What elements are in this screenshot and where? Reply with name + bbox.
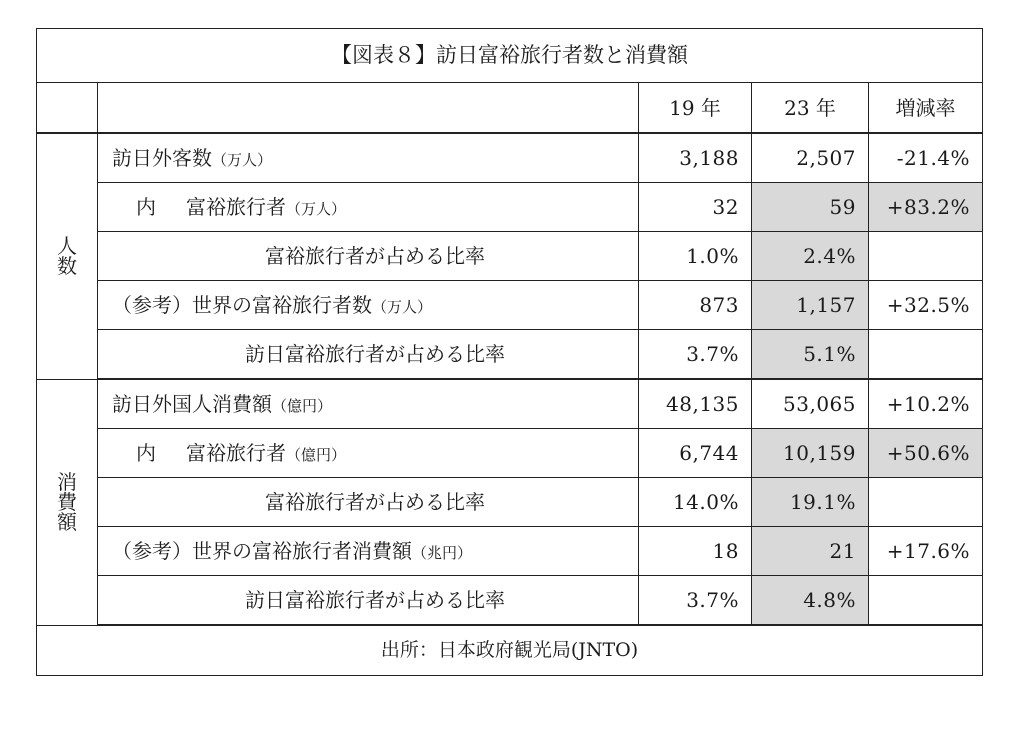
group-label-spending: 消 費 額	[37, 379, 98, 625]
table-row	[37, 232, 983, 281]
value-change	[869, 232, 983, 281]
value-19: 6,744	[639, 429, 752, 478]
value-23: 2,507	[752, 133, 869, 183]
source-note: 出所：日本政府観光局(JNTO)	[37, 625, 983, 676]
row-label: 富裕旅行者が占める比率	[98, 232, 639, 281]
row-label: 訪日外客数（万人）	[98, 133, 639, 183]
value-23: 4.8%	[752, 576, 869, 626]
value-23: 5.1%	[752, 330, 869, 380]
row-label: （参考）世界の富裕旅行者消費額（兆円）	[98, 527, 639, 576]
value-19: 1.0%	[639, 232, 752, 281]
value-change: +17.6%	[869, 527, 983, 576]
value-change: +10.2%	[869, 379, 983, 429]
table-row	[37, 330, 983, 380]
table-row	[37, 281, 983, 330]
value-23: 19.1%	[752, 478, 869, 527]
value-19: 3,188	[639, 133, 752, 183]
value-23: 59	[752, 183, 869, 232]
header-19: 19 年	[639, 83, 752, 134]
value-19: 14.0%	[639, 478, 752, 527]
data-table	[36, 28, 983, 676]
table-row	[37, 183, 983, 232]
value-23: 21	[752, 527, 869, 576]
value-19: 48,135	[639, 379, 752, 429]
group-label-people: 人 数	[37, 133, 98, 379]
value-23: 2.4%	[752, 232, 869, 281]
row-label: 内 富裕旅行者（万人）	[98, 183, 639, 232]
row-label: （参考）世界の富裕旅行者数（万人）	[98, 281, 639, 330]
header-23: 23 年	[752, 83, 869, 134]
row-label: 訪日外国人消費額（億円）	[98, 379, 639, 429]
value-19: 3.7%	[639, 330, 752, 380]
row-label: 富裕旅行者が占める比率	[98, 478, 639, 527]
value-19: 3.7%	[639, 576, 752, 626]
title-row	[37, 29, 983, 83]
table-row	[37, 576, 983, 626]
value-change	[869, 576, 983, 626]
source-row	[37, 625, 983, 676]
value-change	[869, 478, 983, 527]
table-row	[37, 429, 983, 478]
value-23: 53,065	[752, 379, 869, 429]
table-row	[37, 527, 983, 576]
value-change: +50.6%	[869, 429, 983, 478]
value-19: 873	[639, 281, 752, 330]
table-row	[37, 133, 983, 183]
header-row	[37, 83, 983, 134]
table-row	[37, 379, 983, 429]
header-change: 増減率	[869, 83, 983, 134]
value-change: +32.5%	[869, 281, 983, 330]
table-row	[37, 478, 983, 527]
value-change	[869, 330, 983, 380]
table-title: 【図表８】訪日富裕旅行者数と消費額	[37, 29, 983, 83]
value-change: +83.2%	[869, 183, 983, 232]
header-empty-group	[37, 83, 98, 134]
row-label: 内 富裕旅行者（億円）	[98, 429, 639, 478]
value-23: 1,157	[752, 281, 869, 330]
row-label: 訪日富裕旅行者が占める比率	[98, 576, 639, 626]
header-empty-label	[98, 83, 639, 134]
value-19: 18	[639, 527, 752, 576]
value-23: 10,159	[752, 429, 869, 478]
row-label: 訪日富裕旅行者が占める比率	[98, 330, 639, 380]
value-19: 32	[639, 183, 752, 232]
value-change: -21.4%	[869, 133, 983, 183]
